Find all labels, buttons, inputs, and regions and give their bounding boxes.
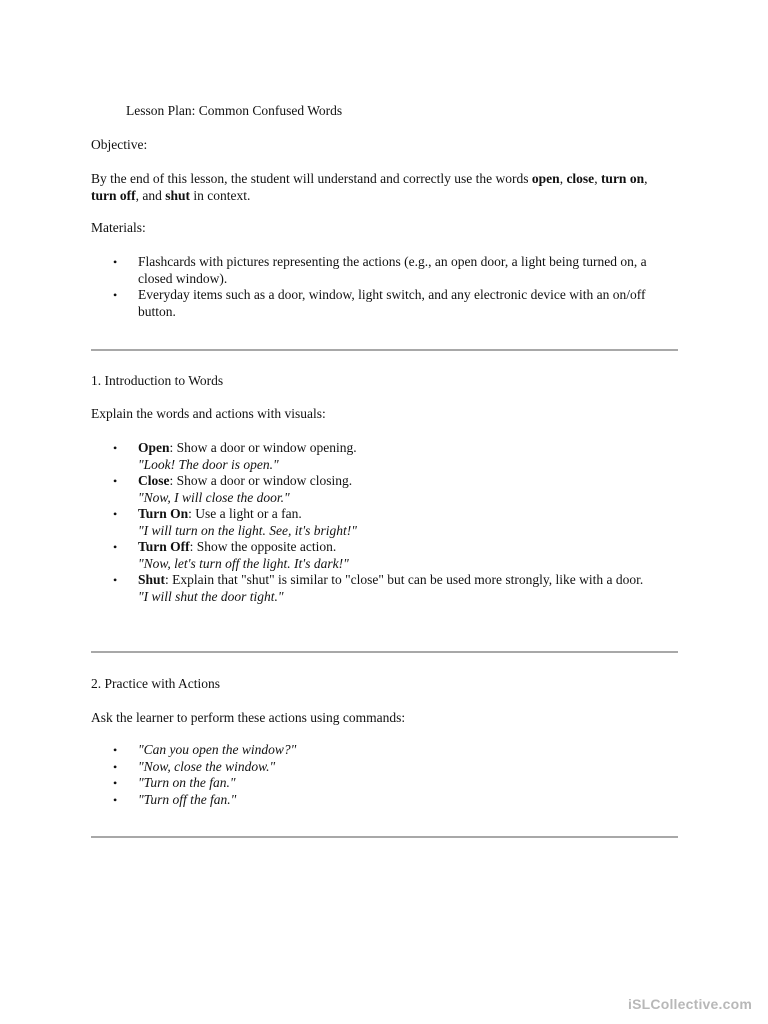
section1-heading: 1. Introduction to Words — [91, 373, 224, 388]
command-text: "Turn off the fan." — [138, 791, 237, 807]
page-title: Lesson Plan: Common Confused Words — [126, 103, 343, 118]
objective-text — [91, 170, 671, 204]
example-sentence: "Now, I will close the door." — [138, 489, 290, 505]
section1-list — [113, 440, 673, 605]
list-item: • Everyday items such as a door, window, light switch, and any electronic device with an on/off button. — [113, 287, 673, 320]
list-item — [113, 440, 673, 473]
section-divider — [91, 836, 678, 838]
keyword-turn-off: turn off — [91, 188, 136, 203]
word-label: Turn Off — [138, 539, 190, 554]
objective-text-part: in context. — [190, 188, 251, 203]
command-text: "Can you open the window?" — [138, 742, 297, 757]
objective-separator: , and — [135, 188, 166, 203]
objective-separator: , — [594, 171, 601, 186]
list-item — [113, 539, 673, 572]
objective-text-part: By the end of this lesson, the student will understand and correctly use the words — [91, 171, 532, 186]
objective-separator: , — [559, 171, 567, 186]
materials-list — [113, 254, 673, 320]
word-description: : Explain that "shut" is similar to "close" but can be used more strongly, like with a door. — [165, 572, 644, 587]
list-item — [113, 775, 673, 792]
objective-heading: Objective: — [91, 137, 148, 152]
word-label: Open — [138, 440, 170, 455]
list-item — [113, 572, 673, 605]
section2-heading: 2. Practice with Actions — [91, 676, 220, 691]
command-text: "Turn on the fan." — [138, 775, 236, 790]
list-item: • Flashcards with pictures representing the actions (e.g., an open door, a light being turned on, a closed window). — [113, 254, 673, 287]
example-sentence: "Now, let's turn off the light. It's dark!" — [138, 555, 349, 571]
list-item — [113, 473, 673, 506]
section1-intro: Explain the words and actions with visuals: — [91, 406, 326, 421]
section2-list — [113, 742, 673, 808]
objective-separator: , — [644, 171, 648, 186]
word-label: Close — [138, 473, 170, 488]
word-label: Turn On — [138, 506, 189, 521]
list-item — [113, 759, 673, 776]
list-item — [113, 742, 673, 759]
word-label: Shut — [138, 572, 166, 587]
section2-intro: Ask the learner to perform these actions using commands: — [91, 710, 406, 725]
command-text: "Now, close the window." — [138, 758, 276, 774]
watermark: iSLCollective.com — [628, 996, 752, 1012]
materials-heading: Materials: — [91, 220, 146, 235]
section-divider — [91, 651, 678, 653]
word-description: : Show a door or window opening. — [169, 440, 357, 455]
word-description: : Show the opposite action. — [189, 539, 337, 554]
list-item — [113, 792, 673, 809]
example-sentence: "I will turn on the light. See, it's bright!" — [138, 522, 357, 538]
keyword-turn-on: turn on — [600, 171, 645, 186]
keyword-open: open — [531, 171, 560, 186]
list-item — [113, 506, 673, 539]
word-description: : Show a door or window closing. — [169, 473, 353, 488]
example-sentence: "I will shut the door tight." — [138, 588, 284, 604]
keyword-shut: shut — [165, 188, 191, 203]
section-divider — [91, 349, 678, 351]
keyword-close: close — [566, 171, 595, 186]
word-description: : Use a light or a fan. — [188, 506, 302, 521]
example-sentence: "Look! The door is open." — [138, 456, 279, 472]
